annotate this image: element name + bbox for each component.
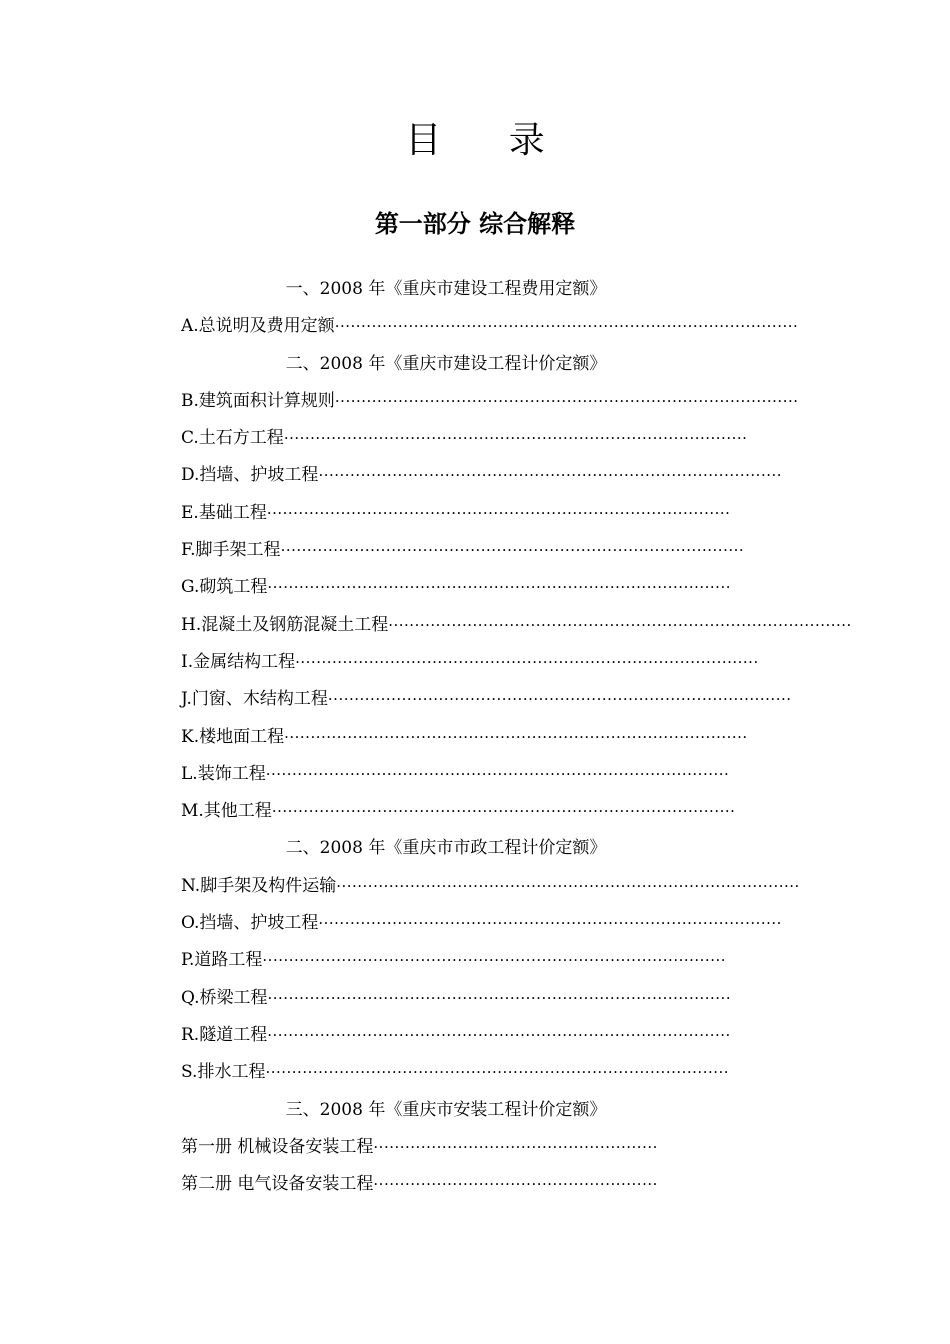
toc-entry-label: F.脚手架工程 (181, 540, 281, 561)
toc-entry[interactable] (181, 495, 741, 532)
toc-entry-label: A.总说明及费用定额 (181, 316, 335, 337)
toc-entry[interactable] (181, 793, 741, 830)
toc-entry-label: E.基础工程 (181, 502, 267, 523)
toc-leader-dots: ························································································ (334, 317, 799, 336)
toc-entry[interactable] (181, 681, 792, 718)
toc-entry-label: D.挡墙、护坡工程 (181, 465, 319, 486)
toc-leader-dots: ························································································ (295, 652, 759, 671)
toc-entry[interactable] (181, 532, 745, 569)
toc-entry[interactable] (181, 569, 741, 606)
toc-leader-dots: ························································································ (271, 802, 736, 821)
toc-leader-dots: ························································································ (318, 466, 783, 485)
toc-entry-label: J.门窗、木结构工程 (181, 689, 328, 710)
toc-entry-label: 第二册 电气设备安装工程 (181, 1174, 374, 1195)
toc-leader-dots: ························································································ (262, 951, 726, 970)
toc-entry-label: R.隧道工程 (181, 1024, 268, 1045)
toc-leader-dots: ························································································ (267, 988, 732, 1007)
toc-entry[interactable] (181, 1166, 741, 1203)
toc-entry-label: S.排水工程 (181, 1062, 266, 1083)
toc-entry[interactable] (181, 1017, 741, 1054)
toc-entry-label: H.混凝土及钢筋混凝土工程 (181, 614, 389, 635)
part-title: 第一部分 综合解释 (374, 209, 576, 238)
toc-section-heading: 二、2008 年《重庆市建设工程计价定额》 (285, 353, 607, 374)
toc-leader-dots: ························································································ (283, 429, 748, 448)
toc-leader-dots: ························································································ (267, 578, 731, 597)
toc-entry-label: K.楼地面工程 (181, 726, 285, 747)
toc-entry-label: Q.桥梁工程 (181, 987, 268, 1008)
toc-entry[interactable] (181, 308, 799, 345)
toc-entry-label: O.挡墙、护坡工程 (181, 913, 319, 934)
toc-leader-dots: ························································································ (336, 876, 800, 895)
toc-entry[interactable] (181, 420, 748, 457)
toc-entry-label: L.装饰工程 (181, 763, 266, 784)
toc-entry[interactable] (181, 719, 748, 756)
toc-leader-dots: ························································································ (334, 391, 799, 410)
page-title: 目 录 (405, 120, 573, 161)
toc-entry-label: B.建筑面积计算规则 (181, 390, 335, 411)
toc-leader-dots: ························································································ (267, 1025, 731, 1044)
toc-leader-dots: ······················································ (373, 1137, 658, 1156)
toc-entry-label: I.金属结构工程 (181, 651, 296, 672)
toc-entry-label: N.脚手架及构件运输 (181, 875, 337, 896)
toc-leader-dots: ························································································ (280, 541, 745, 560)
toc-section-heading: 一、2008 年《重庆市建设工程费用定额》 (285, 279, 607, 299)
toc-leader-dots: ························································································ (265, 1063, 730, 1082)
toc-leader-dots: ························································································ (266, 503, 731, 522)
toc-entry[interactable] (181, 383, 799, 420)
toc-leader-dots: ························································································ (265, 764, 730, 783)
toc-leader-dots: ························································································ (318, 914, 782, 933)
toc-section-heading: 三、2008 年《重庆市安装工程计价定额》 (285, 1099, 607, 1120)
toc-entry[interactable] (181, 756, 741, 793)
toc-section-heading: 二、2008 年《重庆市市政工程计价定额》 (285, 838, 607, 859)
toc-entry[interactable] (181, 942, 741, 979)
toc-entry-label: C.土石方工程 (181, 428, 284, 449)
toc-leader-dots: ························································································ (327, 690, 792, 709)
toc-entry[interactable] (181, 607, 852, 644)
toc-entry[interactable] (181, 980, 741, 1017)
toc-entry[interactable] (181, 1054, 741, 1091)
toc-leader-dots: ························································································ (388, 615, 852, 634)
table-of-contents (181, 271, 852, 1203)
toc-entry-label: G.砌筑工程 (181, 577, 268, 598)
toc-leader-dots: ······················································ (373, 1175, 658, 1194)
toc-entry-label: P.道路工程 (181, 950, 263, 971)
toc-entry[interactable] (181, 868, 800, 905)
toc-entry-label: 第一册 机械设备安装工程 (181, 1136, 374, 1157)
toc-entry-label: M.其他工程 (181, 801, 272, 822)
toc-entry[interactable] (181, 905, 782, 942)
toc-entry[interactable] (181, 457, 783, 494)
toc-leader-dots: ························································································ (284, 727, 748, 746)
toc-entry[interactable] (181, 644, 759, 681)
toc-entry[interactable] (181, 1129, 741, 1166)
